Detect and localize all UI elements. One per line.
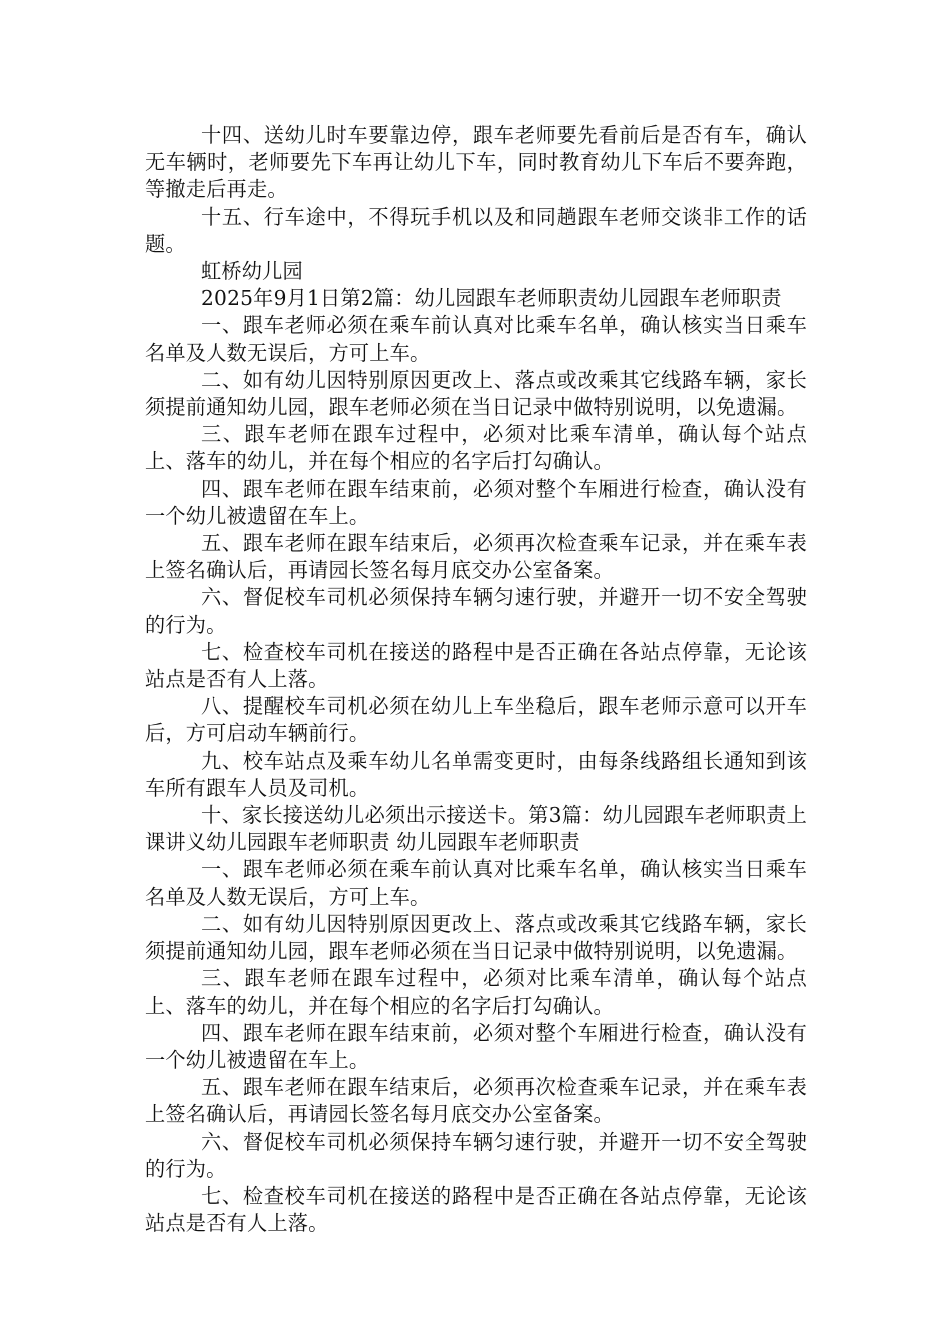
section3-item-1: 一、跟车老师必须在乘车前认真对比乘车名单，确认核实当日乘车名单及人数无误后，方可上车。 bbox=[145, 857, 807, 909]
paragraph-14: 十四、送幼儿时车要靠边停，跟车老师要先看前后是否有车，确认无车辆时，老师要先下车再让幼儿下车，同时教育幼儿下车后不要奔跑，等撤走后再走。 bbox=[145, 123, 807, 202]
section3-item-5: 五、跟车老师在跟车结束后，必须再次检查乘车记录，并在乘车表上签名确认后，再请园长签名每月底交办公室备案。 bbox=[145, 1075, 807, 1127]
section2-item-4: 四、跟车老师在跟车结束前，必须对整个车厢进行检查，确认没有一个幼儿被遗留在车上。 bbox=[145, 476, 807, 528]
section3-item-3: 三、跟车老师在跟车过程中，必须对比乘车清单，确认每个站点上、落车的幼儿，并在每个相应的名字后打勾确认。 bbox=[145, 966, 807, 1018]
date-and-section-2-title: 2025年9月1日第2篇：幼儿园跟车老师职责幼儿园跟车老师职责 bbox=[201, 286, 782, 311]
section2-item-8: 八、提醒校车司机必须在幼儿上车坐稳后，跟车老师示意可以开车后，方可启动车辆前行。 bbox=[145, 694, 807, 746]
section2-item-9: 九、校车站点及乘车幼儿名单需变更时，由每条线路组长通知到该车所有跟车人员及司机。 bbox=[145, 748, 807, 800]
section2-item-6: 六、督促校车司机必须保持车辆匀速行驶，并避开一切不安全驾驶的行为。 bbox=[145, 585, 807, 637]
organization-name: 虹桥幼儿园 bbox=[201, 259, 303, 284]
section2-item-3: 三、跟车老师在跟车过程中，必须对比乘车清单，确认每个站点上、落车的幼儿，并在每个相应的名字后打勾确认。 bbox=[145, 422, 807, 474]
section3-item-6: 六、督促校车司机必须保持车辆匀速行驶，并避开一切不安全驾驶的行为。 bbox=[145, 1129, 807, 1181]
section2-item-7: 七、检查校车司机在接送的路程中是否正确在各站点停靠，无论该站点是否有人上落。 bbox=[145, 639, 807, 692]
paragraph-15: 十五、行车途中，不得玩手机以及和同趟跟车老师交谈非工作的话题。 bbox=[145, 204, 807, 256]
section2-item-2: 二、如有幼儿因特别原因更改上、落点或改乘其它线路车辆，家长须提前通知幼儿园，跟车老师必须在当日记录中做特别说明，以免遗漏。 bbox=[145, 367, 807, 420]
section2-item-5: 五、跟车老师在跟车结束后，必须再次检查乘车记录，并在乘车表上签名确认后，再请园长签名每月底交办公室备案。 bbox=[145, 531, 807, 583]
document-page bbox=[145, 122, 807, 1237]
section3-item-4: 四、跟车老师在跟车结束前，必须对整个车厢进行检查，确认没有一个幼儿被遗留在车上。 bbox=[145, 1020, 807, 1072]
section2-item-10-and-section-3-title: 十、家长接送幼儿必须出示接送卡。第3篇：幼儿园跟车老师职责上课讲义幼儿园跟车老师职责 幼儿园跟车老师职责 bbox=[145, 803, 807, 855]
section3-item-2: 二、如有幼儿因特别原因更改上、落点或改乘其它线路车辆，家长须提前通知幼儿园，跟车老师必须在当日记录中做特别说明，以免遗漏。 bbox=[145, 911, 807, 964]
section2-item-1: 一、跟车老师必须在乘车前认真对比乘车名单，确认核实当日乘车名单及人数无误后，方可上车。 bbox=[145, 313, 807, 365]
section3-item-7: 七、检查校车司机在接送的路程中是否正确在各站点停靠，无论该站点是否有人上落。 bbox=[145, 1183, 807, 1236]
